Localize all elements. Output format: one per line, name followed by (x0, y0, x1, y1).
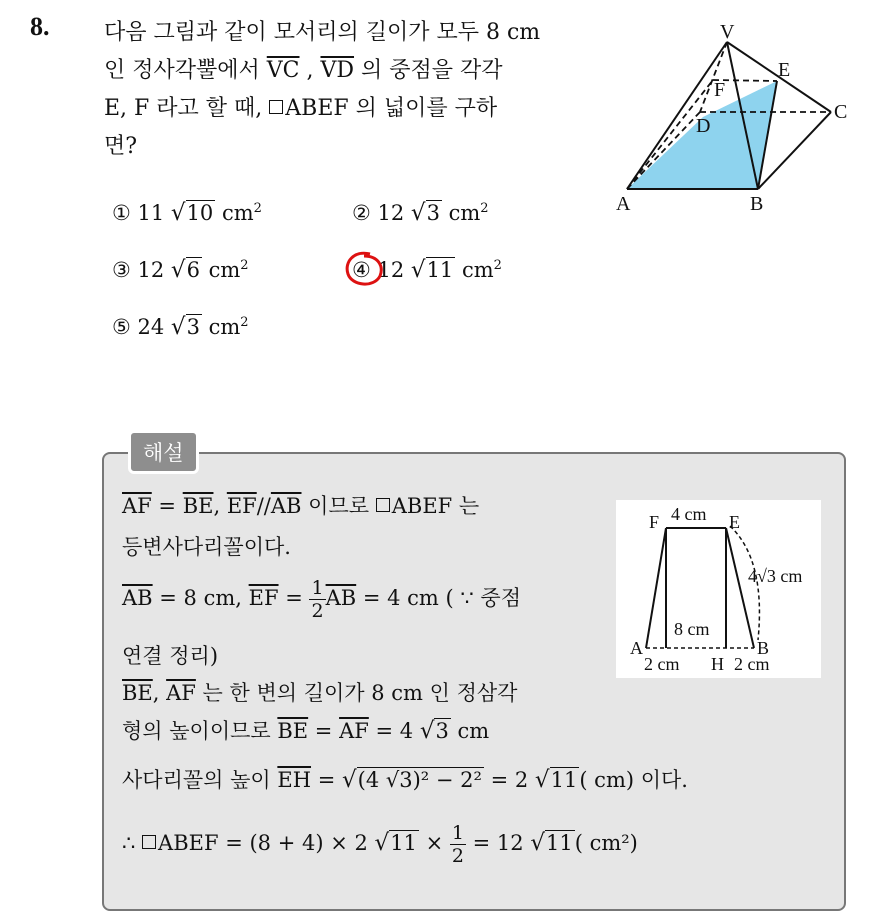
question-line3: E, F 라고 할 때, (104, 96, 270, 121)
trapezoid-diagram (616, 500, 821, 678)
exponent: 2 (493, 258, 502, 273)
pyramid-diagram (590, 14, 870, 224)
edge-eb (726, 528, 754, 648)
label-c: C (834, 101, 848, 123)
question-line1: 다음 그림과 같이 모서리의 길이가 모두 (104, 20, 486, 45)
text: ( cm²) (574, 831, 638, 855)
choice-mark: ② (352, 201, 371, 225)
radical: √10 (170, 200, 214, 226)
solution-line-3 (122, 577, 521, 622)
quadrilateral-symbol (376, 498, 390, 512)
choice-mark: ① (112, 201, 131, 225)
radicand: 6 (186, 258, 200, 282)
eq: = (151, 494, 183, 518)
value: = 4 (368, 719, 420, 743)
choice-mark: ③ (112, 258, 131, 282)
radicand: 10 (186, 201, 214, 225)
seg-ef: $\overline{EF}$ (248, 586, 279, 610)
fraction-half (450, 822, 466, 867)
label-d: D (696, 115, 711, 137)
text: 사다리꼴의 높이 (122, 768, 278, 792)
choice-1[interactable] (112, 200, 262, 226)
choice-coef: 12 (370, 201, 411, 225)
seg-be: $\overline{BE}$ (277, 719, 309, 743)
radicand: 11 (545, 831, 573, 855)
radical: √3 (170, 314, 200, 340)
segment-vc: $\overline{VC}$ (266, 58, 300, 83)
label-a: A (630, 638, 643, 658)
label-v: V (720, 21, 735, 43)
shape-abef: ABEF (391, 494, 453, 518)
label-b: B (750, 193, 764, 215)
label-f: F (714, 79, 726, 101)
seg-eh: $\overline{EH}$ (277, 768, 312, 792)
radicand: 3 (186, 315, 200, 339)
shape-abef: ABEF (285, 96, 349, 121)
separator: , (299, 58, 321, 83)
text: ( cm) 이다. (579, 768, 688, 792)
label-h: H (711, 654, 724, 674)
choice-4[interactable] (352, 257, 502, 283)
fraction-half (309, 577, 325, 622)
choice-2[interactable] (352, 200, 489, 226)
text: 이므로 (301, 494, 376, 518)
unit: cm (450, 719, 490, 743)
value: = 4 cm ( ∵ 중점 (356, 586, 521, 610)
times: × (418, 831, 450, 855)
choice-mark: ⑤ (112, 315, 131, 339)
solution-line-7 (122, 764, 688, 794)
choice-5[interactable] (112, 314, 249, 340)
radical: √6 (170, 257, 200, 283)
eq: = (278, 586, 310, 610)
numerator: 1 (311, 577, 324, 599)
value: = 2 (483, 768, 535, 792)
seg-af: $\overline{AF}$ (122, 494, 152, 518)
comma: , (213, 494, 227, 518)
question-line4: 면? (104, 134, 138, 159)
choice-coef: 12 (370, 258, 411, 282)
label-mid: 8 cm (674, 619, 710, 639)
radicand: 11 (550, 768, 578, 792)
label-b: B (757, 638, 770, 658)
value: = 12 (465, 831, 531, 855)
question-line2: 인 정사각뿔에서 (104, 58, 267, 83)
radical: √3 (419, 718, 449, 744)
seg-ab: $\overline{AB}$ (122, 586, 153, 610)
solution-line-2: 등변사다리꼴이다. (122, 535, 291, 559)
seg-ab: $\overline{AB}$ (270, 494, 302, 518)
choice-unit: cm (455, 258, 494, 282)
solution-line-8 (122, 822, 638, 867)
radicand: (4 √3)² − 2² (357, 768, 482, 792)
value: = 8 cm, (152, 586, 249, 610)
label-right-bottom: 2 cm (734, 654, 770, 674)
exponent: 2 (253, 201, 262, 216)
choice-coef: 12 (130, 258, 171, 282)
label-e: E (729, 512, 740, 532)
radical: √(4 √3)² − 2² (341, 767, 482, 793)
numerator: 1 (451, 822, 464, 844)
label-side: 4√3 cm (748, 566, 803, 586)
question-number: 8. (30, 12, 50, 41)
solution-line-6 (122, 715, 489, 745)
parallel: // (256, 494, 271, 518)
trapezoid-figure-box (616, 500, 821, 678)
quadrilateral-symbol (142, 835, 156, 849)
radical: √11 (534, 767, 578, 793)
label-top: 4 cm (671, 504, 707, 524)
solution-tag: 해설 (128, 430, 199, 474)
choice-coef: 11 (130, 201, 171, 225)
solution-line-5 (122, 677, 517, 707)
question-line3-end: 의 넓이를 구하 (348, 96, 498, 121)
denominator: 2 (451, 845, 464, 867)
eq: = (311, 768, 342, 792)
radicand: 11 (426, 258, 454, 282)
radicand: 3 (426, 201, 440, 225)
exponent: 2 (240, 315, 249, 330)
text: 는 (452, 494, 480, 518)
edge-af (646, 528, 666, 648)
seg-ab: $\overline{AB}$ (325, 586, 357, 610)
text: 형의 높이이므로 (122, 719, 278, 743)
label-left-bottom: 2 cm (644, 654, 680, 674)
exponent: 2 (240, 258, 249, 273)
choice-unit: cm (201, 258, 241, 282)
segment-vd: $\overline{VD}$ (320, 58, 355, 83)
label-f: F (649, 512, 660, 532)
radicand: 11 (390, 831, 417, 855)
question-line2-end: 의 중점을 각각 (354, 58, 503, 83)
shape-abef: ABEF (158, 831, 219, 855)
radical: √3 (410, 200, 440, 226)
radical: √11 (410, 257, 454, 283)
therefore: ∴ (122, 831, 143, 855)
selected-circle-mark (340, 248, 388, 292)
text: 는 한 변의 길이가 8 cm 인 정삼각 (195, 681, 518, 705)
choice-unit: cm (201, 315, 241, 339)
choice-coef: 24 (130, 315, 171, 339)
choice-3[interactable] (112, 257, 249, 283)
seg-af: $\overline{AF}$ (166, 681, 196, 705)
radical: √11 (374, 830, 417, 856)
value: = (8 + 4) × 2 (218, 831, 375, 855)
label-e: E (778, 59, 791, 81)
quadrilateral-symbol (269, 100, 283, 114)
choice-unit: cm (215, 201, 254, 225)
radicand: 3 (435, 719, 449, 743)
label-a: A (616, 193, 631, 215)
seg-af: $\overline{AF}$ (339, 719, 369, 743)
seg-be: $\overline{BE}$ (182, 494, 214, 518)
comma: , (152, 681, 167, 705)
denominator: 2 (311, 600, 324, 622)
seg-ef: $\overline{EF}$ (226, 494, 257, 518)
choice-unit: cm (441, 201, 481, 225)
edge-length: 8 cm (486, 20, 541, 45)
seg-be: $\overline{BE}$ (122, 681, 153, 705)
question-text (104, 14, 594, 166)
exponent: 2 (480, 201, 489, 216)
solution-line-4: 연결 정리) (122, 644, 219, 668)
radical: √11 (530, 830, 573, 856)
choice-mark: ④ (352, 258, 371, 282)
solution-line-1 (122, 490, 479, 520)
eq: = (308, 719, 340, 743)
